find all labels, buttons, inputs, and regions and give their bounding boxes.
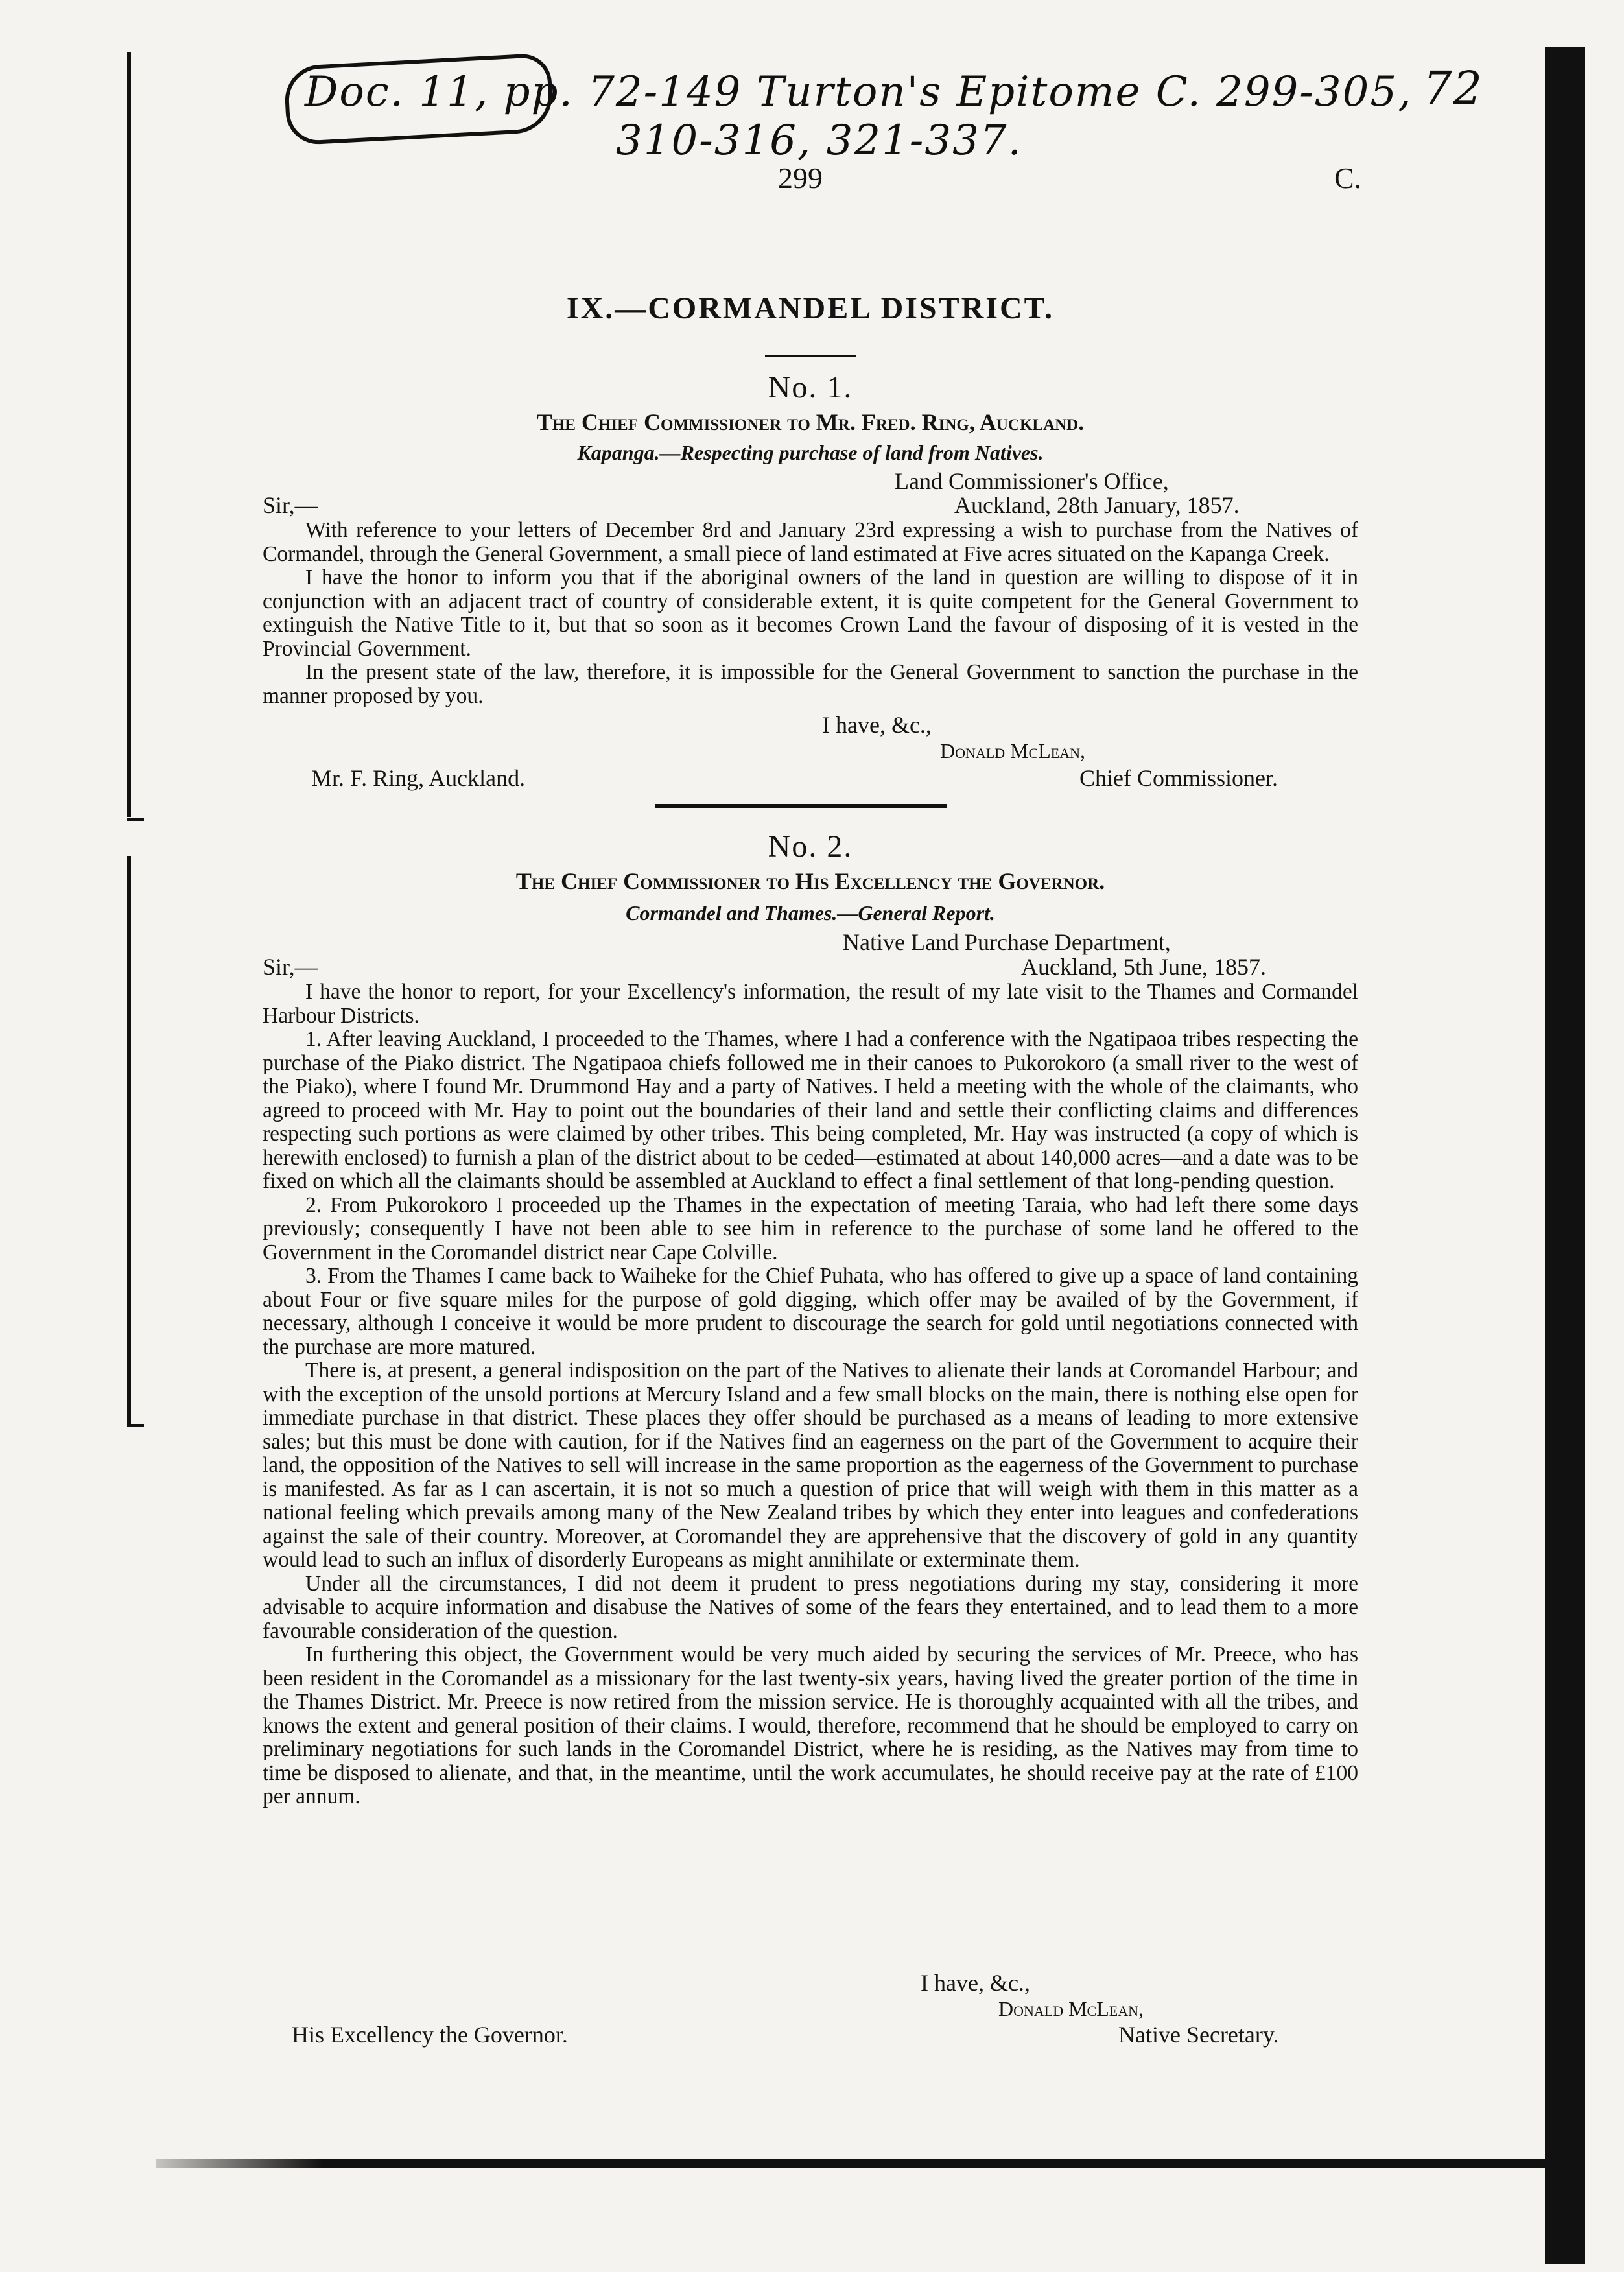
doc1-office: Land Commissioner's Office, xyxy=(895,468,1169,494)
doc1-paragraph: I have the honor to inform you that if the aboriginal owners of the land in question are willing to dispose of it in conjunction with an adjacent tract of country of considerable extent, it is quite competent for the General Government to extinguish the Native Title to it, but that so soon as it becomes Crown Land the favour of disposing of it is vested in the Provincial Government. xyxy=(263,565,1358,661)
doc2-body xyxy=(263,980,1358,1809)
doc2-closing: I have, &c., xyxy=(921,1970,1030,1996)
doc2-signer-title: Native Secretary. xyxy=(1118,2022,1279,2048)
doc1-addressee: Mr. F. Ring, Auckland. xyxy=(311,765,526,791)
doc1-place-date: Auckland, 28th January, 1857. xyxy=(954,492,1240,518)
doc2-subject: Cormandel and Thames.—General Report. xyxy=(626,901,995,925)
doc1-paragraph: With reference to your letters of December 8rd and January 23rd expressing a wish to purchase from the Natives of Cormandel, through the General Government, a small piece of land estimated at Five acres situated on the Kapanga Creek. xyxy=(263,518,1358,566)
doc1-heading: The Chief Commissioner to Mr. Fred. Ring, Auckland. xyxy=(536,409,1085,435)
left-scan-border xyxy=(127,52,131,817)
doc1-paragraph: In the present state of the law, therefore, it is impossible for the General Government to sanction the purchase in the manner proposed by you. xyxy=(263,660,1358,708)
doc2-signer: Donald McLean, xyxy=(998,1997,1144,2020)
handwritten-page-mark: 72 xyxy=(1423,62,1484,115)
title-rule xyxy=(765,355,856,357)
doc2-number: No. 2. xyxy=(768,829,853,864)
doc1-subject: Kapanga.—Respecting purchase of land from Natives. xyxy=(577,441,1044,464)
doc2-paragraph: 1. After leaving Auckland, I proceeded to the Thames, where I had a conference with the Ngatipaoa tribes respecting the purchase of the Piako district. The Ngatipaoa chiefs followed me in their canoes to Pukorokoro (a small river to the west of the Piako), where I found Mr. Drummond Hay and a party of Natives. I held a meeting with the whole of the claimants, who agreed to proceed with Mr. Hay to point out the boundaries of their land and settle their conflicting claims and differences respecting such portions as were claimed by other tribes. This being completed, Mr. Hay was instructed (a copy of which is herewith enclosed) to furnish a plan of the district about to be ceded—estimated at about 140,000 acres—and a date was to be fixed on which all the claimants should be assembled at Auckland to effect a final settlement of that long-pending question. xyxy=(263,1027,1358,1193)
doc-separator-rule xyxy=(655,804,947,808)
doc2-paragraph: In furthering this object, the Government would be very much aided by securing the services of Mr. Preece, who has been resident in the Coromandel as a missionary for the last twenty-six years, having lived the greater portion of the time in the Thames District. Mr. Preece is now retired from the mission service. He is thoroughly acquainted with all the tribes, and knows the extent and general position of their claims. I would, therefore, recommend that he should be employed to carry on preliminary negotiations for such lands in the Coromandel District, where he is residing, as the Natives may from time to time be disposed to alienate, and that, in the meantime, until the work accumulates, he should receive pay at the rate of £100 per annum. xyxy=(263,1642,1358,1808)
left-scan-tick-2 xyxy=(127,1424,144,1427)
doc2-paragraph: There is, at present, a general indisposition on the part of the Natives to alienate their lands at Coromandel Harbour; and with the exception of the unsold portions at Mercury Island and a few small blocks on the main, there is nothing else open for immediate purchase in that district. These places they offer should be purchased as a means of leading to more extensive sales; but this must be done with caution, for if the Natives find an eagerness on the part of the Government to acquire their land, the opposition of the Natives to sell will increase in the same proportion as the eagerness of the Government to purchase is manifested. As far as I can ascertain, it is not so much a question of price that will weigh with them in this matter as a national feeling which prevails among many of the New Zealand tribes by which they enter into leagues and confederations against the sale of their country. Moreover, at Coromandel they are apprehensive that the discovery of gold in any quantity would lead to such an influx of disorderly Europeans as might annihilate or exterminate them. xyxy=(263,1358,1358,1572)
doc1-closing: I have, &c., xyxy=(822,712,932,738)
section-title: IX.—CORMANDEL DISTRICT. xyxy=(566,291,1055,325)
doc1-signer: Donald McLean, xyxy=(940,739,1085,763)
doc2-office: Native Land Purchase Department, xyxy=(843,929,1171,955)
page-number: 299 xyxy=(778,161,823,195)
doc1-body xyxy=(263,519,1358,708)
doc2-place-date: Auckland, 5th June, 1857. xyxy=(1021,954,1266,980)
doc2-paragraph: I have the honor to report, for your Excellency's information, the result of my late visit to the Thames and Cormandel Harbour Districts. xyxy=(263,980,1358,1028)
doc1-number: No. 1. xyxy=(768,370,853,405)
doc2-paragraph: 2. From Pukorokoro I proceeded up the Thames in the expectation of meeting Taraia, who had left there some days previously; consequently I have not been able to see him in reference to the purchase of some land he offered to the Government in the Coromandel district near Cape Colville. xyxy=(263,1192,1358,1264)
handwritten-reference-line-1: Doc. 11, pp. 72-149 Turton's Epitome C. 299-305, xyxy=(305,68,1413,116)
left-scan-tick xyxy=(127,818,144,821)
doc1-signer-title: Chief Commissioner. xyxy=(1079,765,1278,791)
doc2-addressee: His Excellency the Governor. xyxy=(292,2022,568,2048)
doc2-salutation: Sir,— xyxy=(263,954,318,980)
series-letter: C. xyxy=(1334,161,1362,195)
doc2-heading: The Chief Commissioner to His Excellency the Governor. xyxy=(515,868,1105,894)
doc2-paragraph: 3. From the Thames I came back to Waiheke for the Chief Puhata, who has offered to give up a space of land containing about Four or five square miles for the purpose of gold digging, which offer may be availed of by the Government, if necessary, although I conceive it would be more prudent to discourage the search for gold until negotiations connected with the purchase are more matured. xyxy=(263,1264,1358,1359)
right-scan-border xyxy=(1545,47,1585,2264)
left-scan-border-lower xyxy=(127,856,131,1426)
doc1-salutation: Sir,— xyxy=(263,492,318,518)
bottom-scan-border xyxy=(156,2159,1549,2168)
doc2-paragraph: Under all the circumstances, I did not deem it prudent to press negotiations during my stay, considering it more advisable to acquire information and disabuse the Natives of some of the fears they entertained, and to lead them to a more favourable consideration of the question. xyxy=(263,1571,1358,1643)
handwritten-reference-line-2: 310-316, 321-337. xyxy=(616,117,1022,165)
